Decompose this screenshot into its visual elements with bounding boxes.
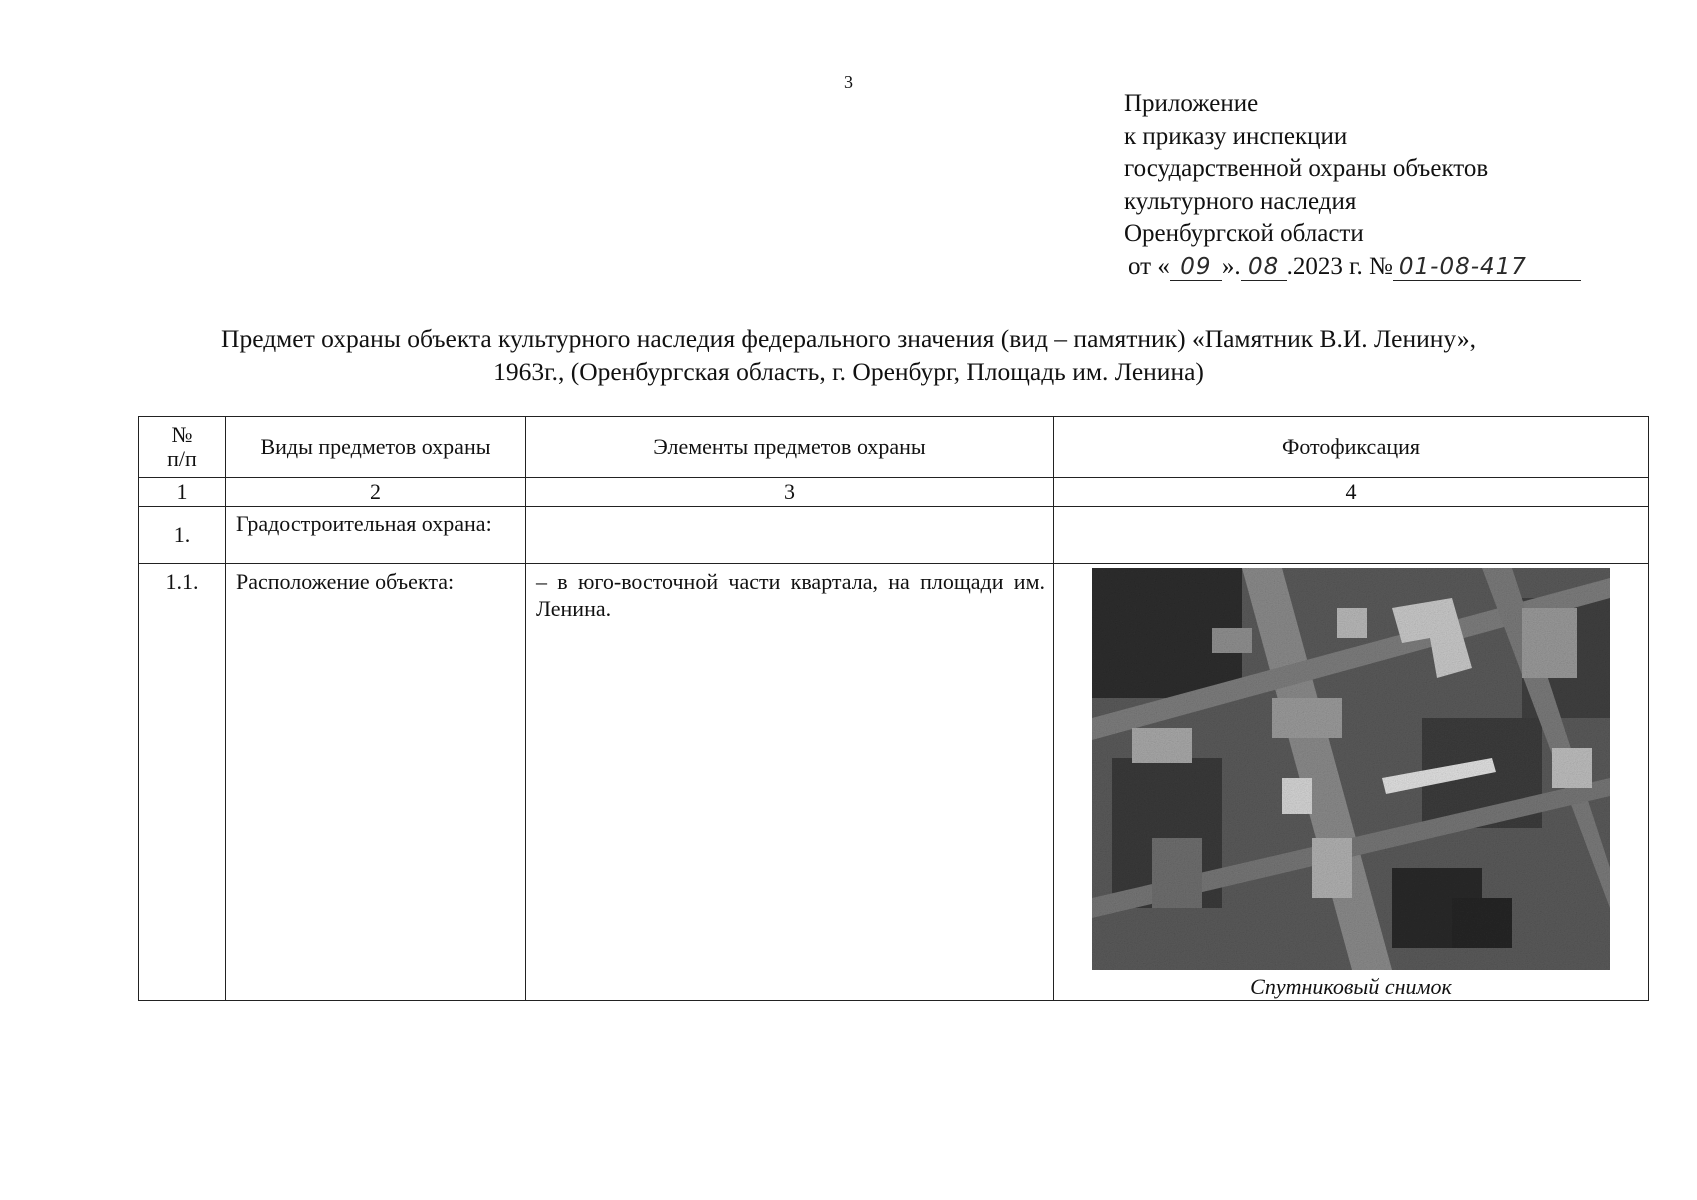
row-elements [526, 507, 1054, 564]
order-year: .2023 г. № [1286, 252, 1393, 280]
header-number [139, 417, 226, 478]
order-month-handwritten: 08 [1241, 251, 1287, 284]
order-day-handwritten: 09 [1170, 251, 1222, 284]
appendix-line: Приложение [1124, 90, 1259, 117]
column-number: 2 [226, 478, 526, 507]
appendix-line: культурного наследия [1124, 187, 1357, 215]
title-line-2: 1963г., (Оренбургская область, г. Оренбург, Площадь им. Ленина) [493, 357, 1204, 386]
satellite-image [1092, 568, 1610, 970]
header-photo: Фотофиксация [1054, 417, 1649, 478]
row-photo [1054, 564, 1649, 1001]
page-number: 3 [844, 72, 853, 92]
header-types: Виды предметов охраны [226, 417, 526, 478]
column-number: 1 [139, 478, 226, 507]
header-number-symbol: № [171, 422, 193, 447]
row-type: Градостроительная охрана: [226, 507, 526, 564]
table-row [139, 564, 1649, 1001]
table-row [139, 507, 1649, 564]
appendix-line: к приказу инспекции [1124, 122, 1348, 150]
row-number: 1. [139, 507, 226, 564]
order-reference [1128, 251, 1581, 284]
row-type: Расположение объекта: [226, 564, 526, 1001]
photo-caption: Спутниковый снимок [1250, 974, 1452, 999]
order-separator: ». [1221, 252, 1241, 280]
preservation-table [138, 416, 1649, 1001]
header-row [139, 417, 1649, 478]
appendix-line: Оренбургской области [1124, 220, 1364, 248]
header-elements: Элементы предметов охраны [526, 417, 1054, 478]
column-number: 4 [1054, 478, 1649, 507]
appendix-line: государственной охраны объектов [1124, 155, 1489, 183]
order-prefix: от « [1128, 252, 1170, 280]
row-photo [1054, 507, 1649, 564]
document-title [0, 322, 1697, 388]
order-number-handwritten: 01-08-417 [1393, 251, 1581, 284]
column-number: 3 [526, 478, 1054, 507]
title-line-1: Предмет охраны объекта культурного наследия федерального значения (вид – памятник) «Памятник В.И. Ленину», [221, 324, 1476, 353]
header-number-abbr: п/п [167, 446, 197, 471]
column-number-row [139, 478, 1649, 507]
appendix-block [1124, 88, 1581, 284]
row-elements: – в юго-восточной части квартала, на площади им. Ленина. [526, 564, 1054, 1001]
row-number: 1.1. [139, 564, 226, 1001]
